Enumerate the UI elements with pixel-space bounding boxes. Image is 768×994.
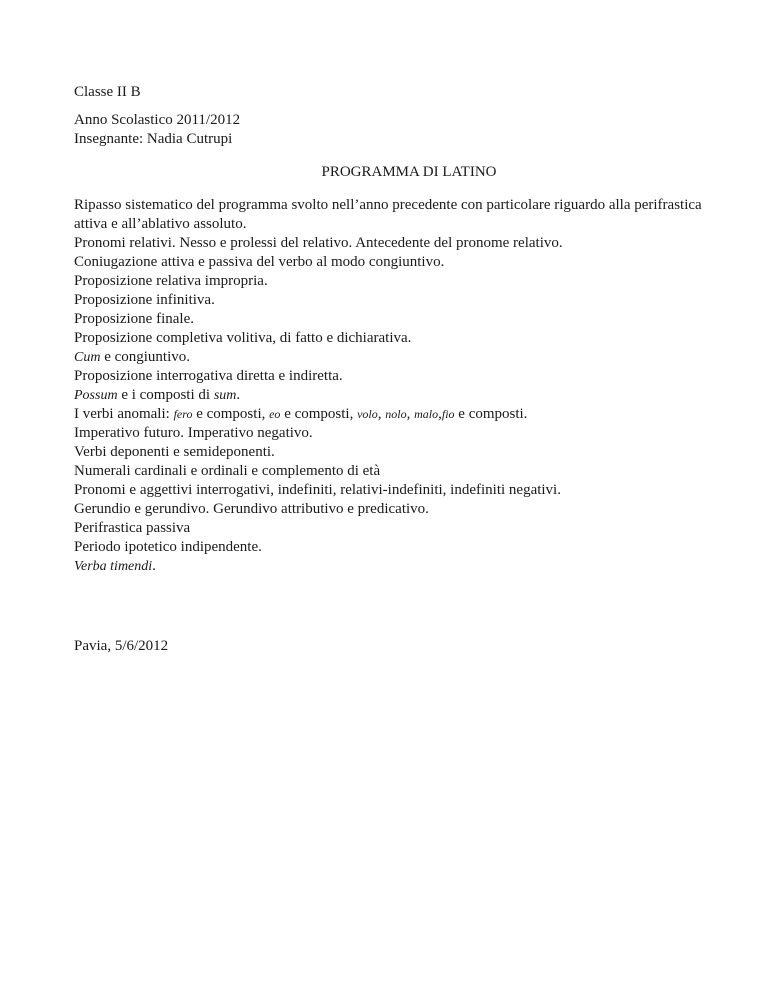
program-item: Pronomi relativi. Nesso e prolessi del relativo. Antecedente del pronome relativo. — [74, 235, 563, 251]
latin-term: volo — [357, 407, 378, 421]
program-item-text: e congiuntivo. — [100, 349, 191, 365]
program-item-text: e i composti di — [117, 387, 214, 403]
latin-term: nolo — [385, 407, 407, 421]
program-item — [74, 348, 714, 367]
program-item: Numerali cardinali e ordinali e complemento di età — [74, 463, 381, 479]
latin-term: Possum — [74, 388, 118, 403]
program-item: Proposizione infinitiva. — [74, 292, 215, 308]
program-item-text: I verbi anomali: — [74, 406, 174, 422]
program-item-text: , — [438, 406, 442, 422]
program-item: Verbi deponenti e semideponenti. — [74, 444, 275, 460]
program-item: Proposizione finale. — [74, 311, 194, 327]
program-item-text: . — [152, 558, 156, 574]
program-item-text: e composti, — [280, 406, 358, 422]
program-item: Imperativo futuro. Imperativo negativo. — [74, 425, 313, 441]
program-item: Coniugazione attiva e passiva del verbo al modo congiuntivo. — [74, 254, 445, 270]
latin-term: fero — [173, 407, 193, 421]
program-item: Periodo ipotetico indipendente. — [74, 539, 262, 555]
place-and-date: Pavia, 5/6/2012 — [74, 638, 169, 654]
latin-term: fio — [441, 407, 455, 421]
document-page — [74, 83, 714, 656]
program-item-text: , — [377, 406, 386, 422]
program-item-text: e composti, — [192, 406, 270, 422]
latin-term: eo — [269, 407, 281, 421]
program-item: Proposizione relativa impropria. — [74, 273, 268, 289]
program-item-text: . — [236, 387, 241, 403]
latin-term: Verba timendi — [74, 559, 153, 574]
program-item — [74, 386, 714, 405]
latin-term: malo — [414, 407, 439, 421]
class-label: Classe II B — [74, 84, 141, 100]
program-list — [74, 196, 714, 576]
program-item: Proposizione interrogativa diretta e indiretta. — [74, 368, 343, 384]
program-item: Pronomi e aggettivi interrogativi, indefiniti, relativi-indefiniti, indefiniti negativi. — [74, 482, 561, 498]
school-year-label: Anno Scolastico 2011/2012 — [74, 112, 241, 128]
document-title: PROGRAMMA DI LATINO — [321, 164, 497, 180]
program-item — [74, 557, 714, 576]
program-item-text: e composti. — [454, 406, 528, 422]
program-item-text: , — [406, 406, 415, 422]
latin-term: Cum — [74, 350, 101, 365]
program-item: Proposizione completiva volitiva, di fatto e dichiarativa. — [74, 330, 412, 346]
program-item: Gerundio e gerundivo. Gerundivo attributivo e predicativo. — [74, 501, 429, 517]
latin-term: sum — [213, 388, 237, 403]
program-item — [74, 405, 714, 424]
teacher-label: Insegnante: Nadia Cutrupi — [74, 131, 233, 147]
program-item: Ripasso sistematico del programma svolto nell’anno precedente con particolare riguardo alla perifrastica attiva e all’ablativo assoluto. — [74, 197, 702, 232]
program-item: Perifrastica passiva — [74, 520, 191, 536]
